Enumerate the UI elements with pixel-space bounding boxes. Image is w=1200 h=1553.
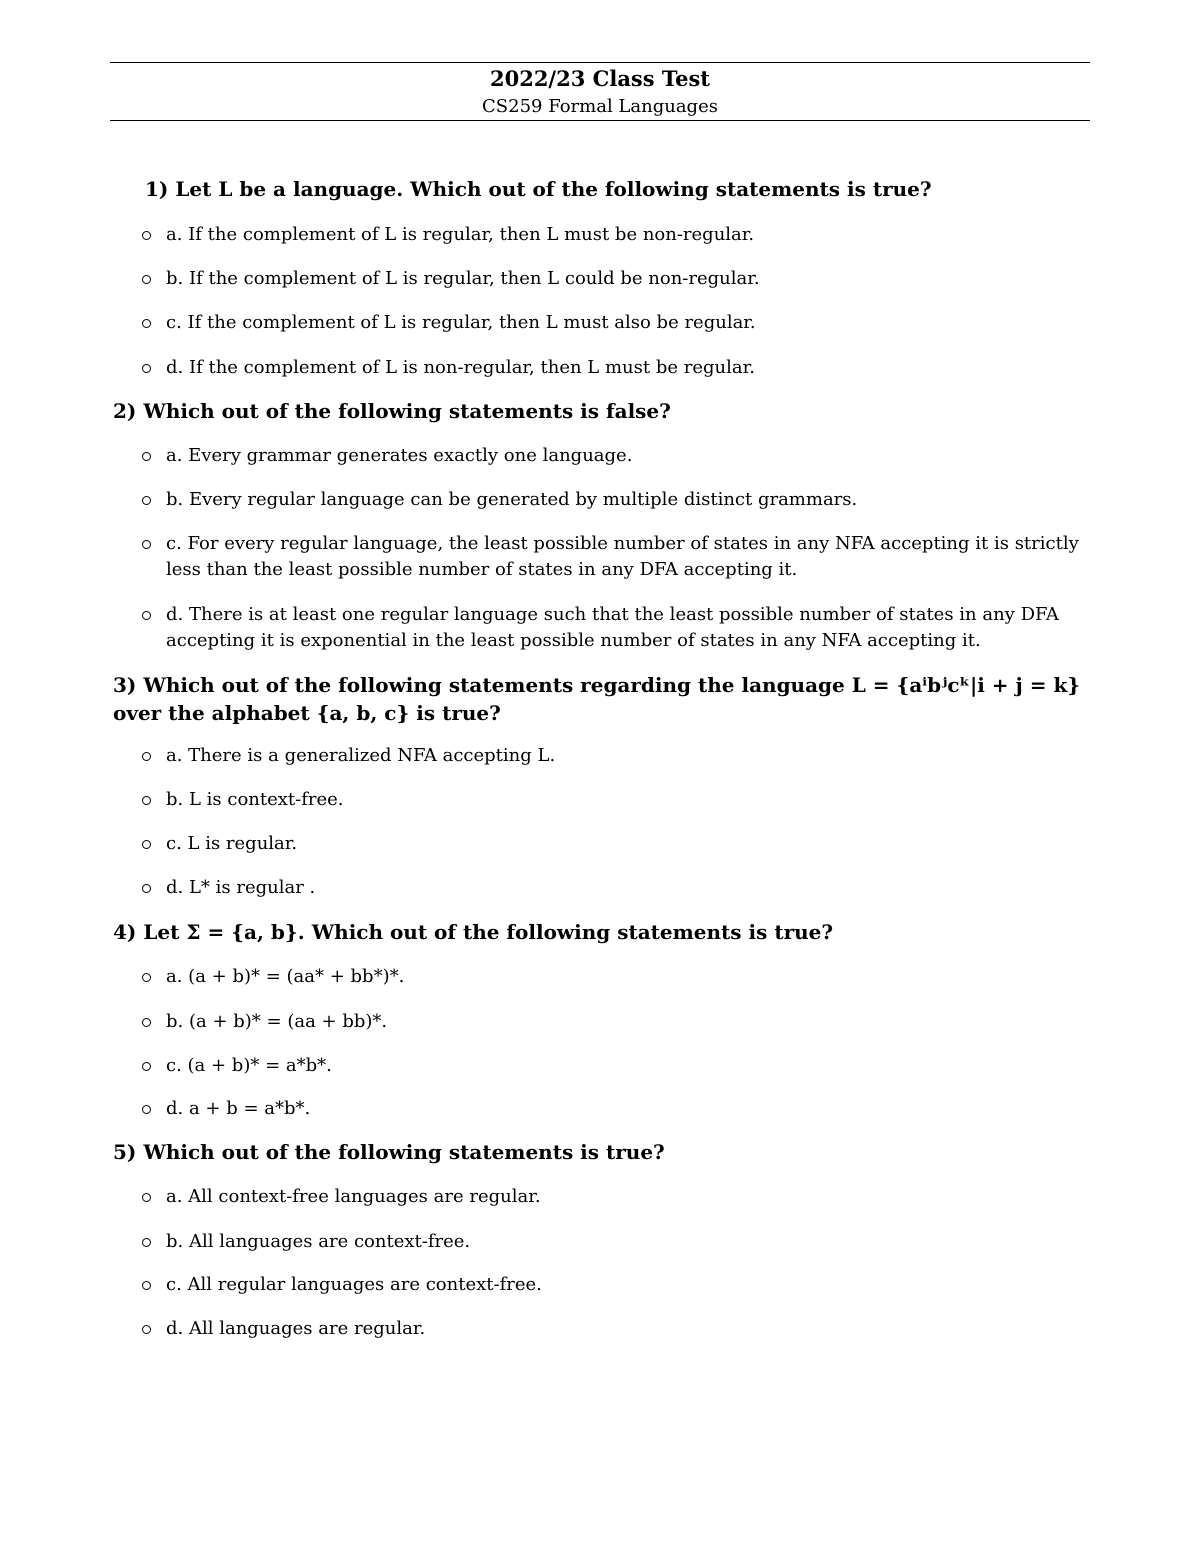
question-3-number: 3): [113, 673, 137, 697]
bullet-icon: [142, 796, 151, 805]
question-1-option-b: b. If the complement of L is regular, then L could be non-regular.: [142, 266, 1092, 292]
question-5-option-d: d. All languages are regular.: [142, 1316, 1092, 1342]
question-2-option-b: b. Every regular language can be generated by multiple distinct grammars.: [142, 487, 1092, 513]
document-subtitle: CS259 Formal Languages: [482, 96, 718, 117]
question-3-option-d: d. L* is regular .: [142, 875, 1092, 901]
question-2-option-a: a. Every grammar generates exactly one language.: [142, 443, 1092, 469]
question-5-number: 5): [113, 1140, 137, 1164]
question-1-option-a: a. If the complement of L is regular, then L must be non-regular.: [142, 222, 1092, 248]
bullet-icon: [142, 231, 151, 240]
document-title: 2022/23 Class Test: [489, 66, 710, 91]
question-4-option-c: c. (a + b)* = a*b*.: [142, 1053, 1092, 1079]
header-bottom-rule: [110, 120, 1090, 121]
bullet-icon: [142, 1018, 151, 1027]
bullet-icon: [142, 752, 151, 761]
bullet-icon: [142, 884, 151, 893]
bullet-icon: [142, 1238, 151, 1247]
question-4-number: 4): [113, 920, 137, 944]
question-4: [113, 918, 1088, 946]
bullet-icon: [142, 1325, 151, 1334]
bullet-icon: [142, 611, 151, 620]
question-3-option-a: a. There is a generalized NFA accepting L.: [142, 743, 1092, 769]
header-top-rule: [110, 62, 1090, 63]
question-3-option-b: b. L is context-free.: [142, 787, 1092, 813]
question-5-text: Which out of the following statements is true?: [143, 1140, 665, 1164]
bullet-icon: [142, 1105, 151, 1114]
question-4-text: Let Σ = {a, b}. Which out of the following statements is true?: [143, 920, 834, 944]
question-2-option-d: d. There is at least one regular language such that the least possible number of states in any DFA accepting it is exponential in the least possible number of states in any NFA accepting it.: [142, 602, 1092, 654]
bullet-icon: [142, 319, 151, 328]
question-1: [145, 175, 1120, 203]
bullet-icon: [142, 1193, 151, 1202]
question-1-number: 1): [145, 177, 169, 201]
question-4-option-d: d. a + b = a*b*.: [142, 1096, 1092, 1122]
bullet-icon: [142, 275, 151, 284]
question-5-option-c: c. All regular languages are context-free.: [142, 1272, 1092, 1298]
bullet-icon: [142, 540, 151, 549]
question-3-option-c: c. L is regular.: [142, 831, 1092, 857]
question-1-option-c: c. If the complement of L is regular, then L must also be regular.: [142, 310, 1092, 336]
question-5: [113, 1138, 1088, 1166]
question-5-option-b: b. All languages are context-free.: [142, 1229, 1092, 1255]
bullet-icon: [142, 452, 151, 461]
bullet-icon: [142, 364, 151, 373]
question-2-number: 2): [113, 399, 137, 423]
question-4-option-b: b. (a + b)* = (aa + bb)*.: [142, 1009, 1092, 1035]
bullet-icon: [142, 973, 151, 982]
question-4-option-a: a. (a + b)* = (aa* + bb*)*.: [142, 964, 1092, 990]
question-1-option-d: d. If the complement of L is non-regular, then L must be regular.: [142, 355, 1092, 381]
question-3-text: Which out of the following statements regarding the language L = {aⁱbʲcᵏ|i + j = k} over the alphabet {a, b, c} is true?: [113, 673, 1081, 725]
bullet-icon: [142, 496, 151, 505]
question-2-text: Which out of the following statements is false?: [143, 399, 671, 423]
bullet-icon: [142, 1062, 151, 1071]
question-2: [113, 397, 1088, 425]
question-3: [113, 671, 1088, 727]
question-1-text: Let L be a language. Which out of the following statements is true?: [175, 177, 932, 201]
question-2-option-c: c. For every regular language, the least possible number of states in any NFA accepting it is strictly less than the least possible number of states in any DFA accepting it.: [142, 531, 1092, 583]
question-5-option-a: a. All context-free languages are regular.: [142, 1184, 1092, 1210]
bullet-icon: [142, 1281, 151, 1290]
bullet-icon: [142, 840, 151, 849]
